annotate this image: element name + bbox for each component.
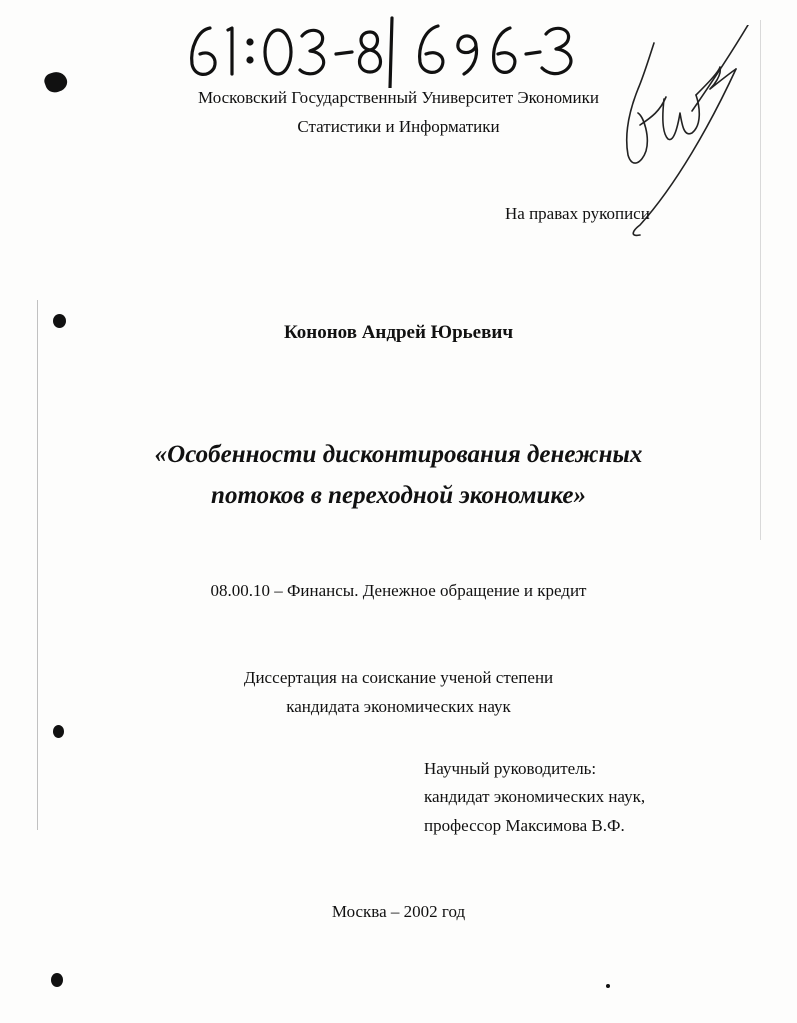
title-line-2: потоков в переходной экономике» bbox=[211, 482, 586, 509]
advisor-label: Научный руководитель: bbox=[424, 759, 597, 778]
institution-line-1: Московский Государственный Университет Экономики bbox=[198, 88, 599, 107]
scan-edge-line-left bbox=[37, 300, 38, 830]
advisor-degree: кандидат экономических наук, bbox=[424, 787, 646, 806]
manuscript-note: На правах рукописи bbox=[505, 204, 650, 223]
handwritten-registry-number bbox=[180, 8, 590, 88]
institution-line-2: Статистики и Информатики bbox=[297, 117, 500, 136]
degree-line-1: Диссертация на соискание ученой степени bbox=[243, 668, 554, 687]
scan-dot bbox=[606, 984, 610, 988]
author-name: Кононов Андрей Юрьевич bbox=[283, 322, 514, 343]
title-line-1: «Особенности дисконтирования денежных bbox=[154, 441, 643, 468]
advisor-name: профессор Максимова В.Ф. bbox=[424, 816, 625, 835]
scan-blot bbox=[53, 725, 64, 738]
degree-line-2: кандидата экономических наук bbox=[286, 697, 511, 716]
place-year: Москва – 2002 год bbox=[331, 902, 466, 921]
specialty-code: 08.00.10 – Финансы. Денежное обращение и кредит bbox=[210, 581, 587, 600]
scan-blot bbox=[51, 973, 63, 987]
